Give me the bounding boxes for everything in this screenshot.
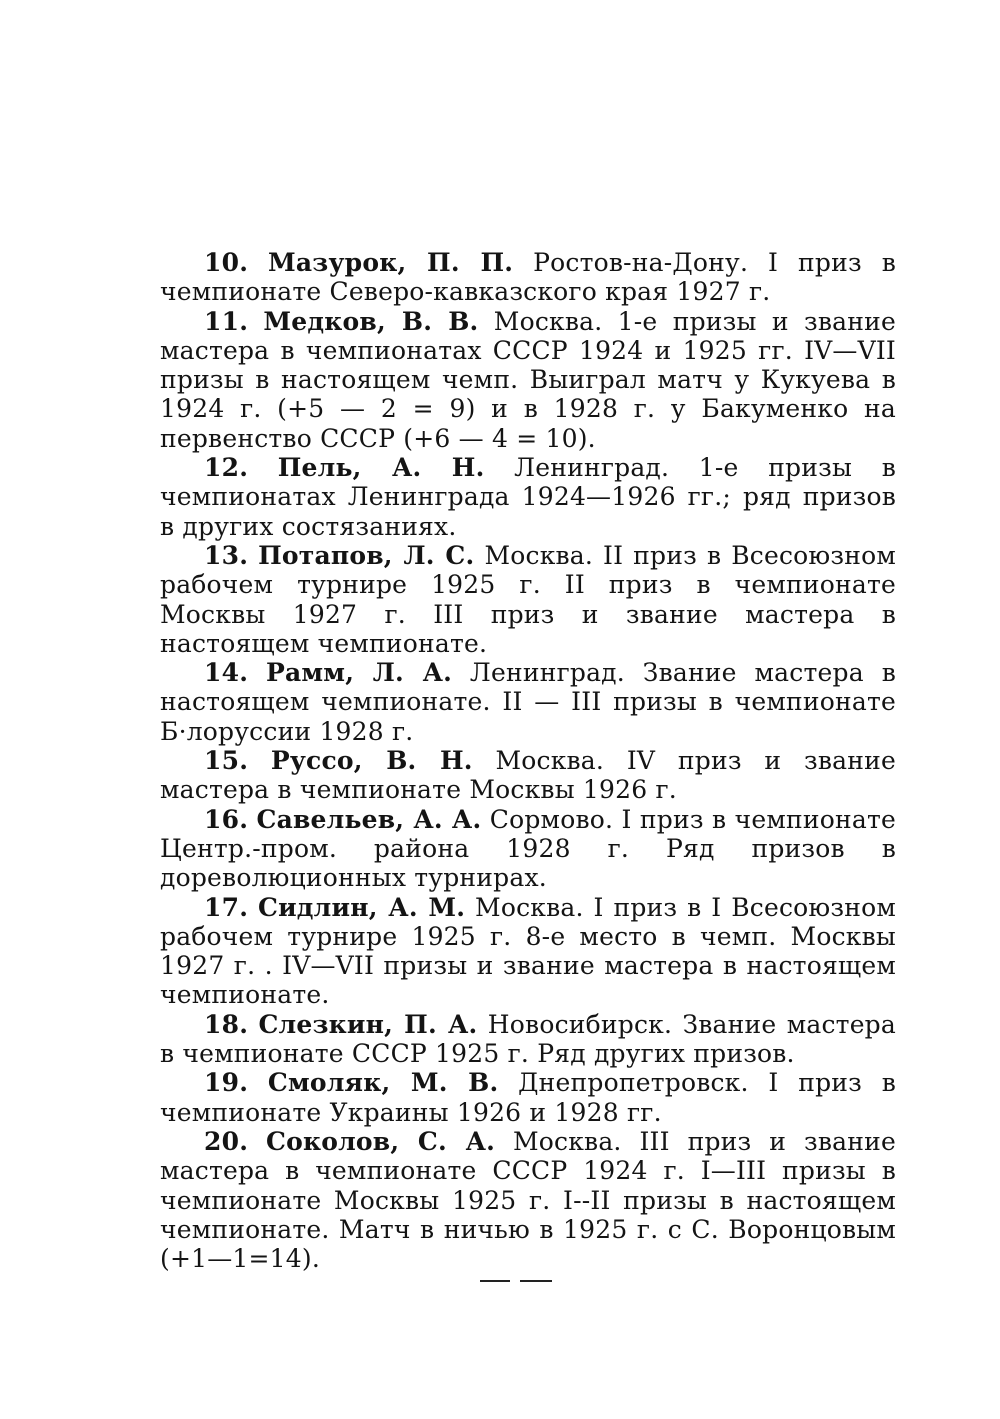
entry-number: 10. (204, 248, 249, 277)
entry-text: Ленинград. 1-е призы в чемпионатах Ленинграда 1924—1926 гг.; ряд призов в других состязаниях. (160, 453, 896, 541)
list-item (160, 1010, 896, 1069)
list-item (160, 541, 896, 658)
entry-name: Слезкин, П. А. (258, 1009, 478, 1039)
entry-name: Потапов, Л. С. (258, 540, 475, 570)
list-item (160, 1127, 896, 1273)
entry-text: Москва. IV приз и звание мастера в чемпионате Москвы 1926 г. (160, 746, 896, 805)
entry-number: 17. (204, 892, 249, 922)
list-item (160, 1068, 896, 1127)
entry-text: Ростов-на-Дону. I приз в чемпионате Северо-кавказского края 1927 г. (160, 248, 896, 307)
entry-name: Мазурок, П. П. (268, 248, 514, 277)
entry-text: Москва. III приз и звание мастера в чемпионате СССР 1924 г. I—III призы в чемпионате Москвы 1925 г. I--II призы в настоящем чемпионате. Матч в ничью в 1925 г. с С. Воронцовым (+1—1=14). (160, 1126, 896, 1274)
list-item (160, 805, 896, 893)
entry-number: 15. (204, 746, 249, 776)
entry-text: Днепропетровск. I приз в чемпионате Украины 1926 и 1928 гг. (160, 1068, 896, 1127)
entry-name: Савельев, А. А. (256, 804, 482, 834)
entry-text: Москва. I приз в I Всесоюзном рабочем турнире 1925 г. 8-е место в чемп. Москвы 1927 г. . IV—VII призы и звание мастера в настоящем чемпионате. (160, 892, 896, 1010)
entry-text: Москва. 1-е призы и звание мастера в чемпионатах СССР 1924 и 1925 гг. IV—VII призы в настоящем чемп. Выиграл матч у Кукуева в 1924 г. (+5 — 2 = 9) и в 1928 г. у Бакуменко на первенство СССР (+6 — 4 = 10). (160, 306, 896, 453)
entry-name: Медков, В. В. (263, 306, 479, 336)
entry-number: 12. (204, 453, 249, 483)
list-item (160, 248, 896, 307)
entry-number: 14. (204, 658, 249, 688)
entry-text: Сормово. I приз в чемпионате Центр.-пром. района 1928 г. Ряд призов в дореволюционных турнирах. (160, 804, 897, 893)
entry-name: Пель, А. Н. (277, 453, 485, 483)
biography-list (160, 248, 896, 1273)
entry-name: Рамм, Л. А. (265, 658, 453, 688)
entry-number: 11. (204, 306, 249, 336)
list-item (160, 893, 896, 1010)
entry-text: Ленинград. Звание мастера в настоящем чемпионате. II — III призы в чемпионате Б·лоруссии 1928 г. (160, 658, 896, 746)
entry-number: 18. (204, 1009, 249, 1039)
entry-text: Москва. II приз в Всесоюзном рабочем турнире 1925 г. II приз в чемпионате Москвы 1927 г. III приз и звание мастера в настоящем чемпионате. (160, 540, 896, 658)
entry-number: 20. (204, 1126, 249, 1156)
list-item (160, 746, 896, 805)
entry-number: 13. (204, 540, 249, 570)
divider-dash (520, 1280, 552, 1282)
list-item (160, 658, 896, 746)
list-item (160, 307, 896, 453)
entry-name: Руссо, В. Н. (270, 746, 473, 776)
entry-name: Сидлин, А. М. (257, 892, 466, 922)
entry-number: 16. (204, 804, 249, 834)
list-item (160, 453, 896, 541)
entry-number: 19. (204, 1068, 249, 1098)
entry-text: Новосибирск. Звание мастера в чемпионате СССР 1925 г. Ряд других призов. (160, 1009, 896, 1069)
entry-name: Соколов, С. А. (266, 1126, 496, 1156)
divider-dash (480, 1280, 510, 1282)
end-of-section-divider (480, 1275, 552, 1287)
entry-name: Смоляк, М. В. (267, 1068, 499, 1098)
